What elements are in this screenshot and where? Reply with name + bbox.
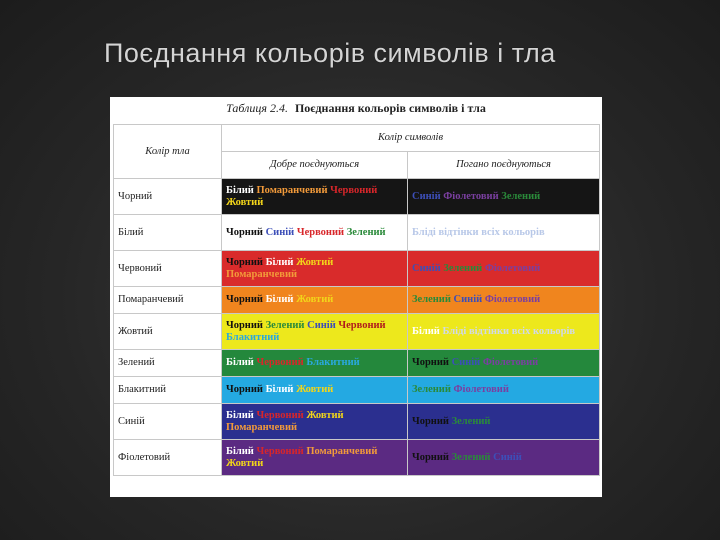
color-word: Чорний [226, 319, 266, 331]
color-word: Жовтий [296, 256, 334, 268]
caption-number: Таблиця 2.4. [226, 101, 288, 115]
table-row [114, 314, 600, 350]
color-word: Чорний [226, 226, 266, 238]
color-word: Помаранчевий [306, 445, 378, 457]
color-word: Білий [265, 294, 297, 305]
good-combination-cell [222, 287, 408, 314]
color-word: Червоний [256, 445, 307, 457]
background-color-name: Білий [114, 215, 222, 251]
color-word: Синій [412, 262, 444, 274]
background-color-name: Чорний [114, 179, 222, 215]
background-color-name: Червоний [114, 251, 222, 287]
color-word: Зелений [501, 190, 541, 202]
color-word: Помаранчевий [226, 421, 298, 433]
color-word: Червоний [256, 409, 307, 421]
color-word: Зелений [265, 319, 308, 331]
table-row [114, 179, 600, 215]
color-word: Зелений [346, 226, 386, 238]
bad-combination-cell [408, 251, 600, 287]
color-word: Білий [226, 184, 257, 196]
table-row [114, 350, 600, 377]
table-row [114, 251, 600, 287]
table-caption [110, 101, 602, 116]
color-word: Червоний [296, 226, 347, 238]
color-word: Жовтий [296, 294, 334, 305]
background-color-name: Помаранчевий [114, 287, 222, 314]
background-color-name: Блакитний [114, 377, 222, 404]
good-combination-cell [222, 251, 408, 287]
header-background-color: Колір тла [114, 125, 222, 179]
color-word: Білий [412, 325, 443, 337]
color-word: Жовтий [226, 196, 264, 208]
slide-title: Поєднання кольорів символів і тла [104, 38, 556, 68]
background-color-name: Синій [114, 404, 222, 440]
color-word: Чорний [412, 357, 452, 368]
table-body [114, 179, 600, 476]
bad-combination-cell [408, 314, 600, 350]
table-row [114, 215, 600, 251]
color-word: Білий [226, 445, 257, 457]
good-combination-cell [222, 440, 408, 476]
color-word: Червоний [338, 319, 386, 331]
bad-combination-cell [408, 350, 600, 377]
color-word: Зелений [451, 415, 491, 427]
color-word: Фіолетовий [443, 190, 502, 202]
color-word: Блакитний [226, 331, 280, 343]
color-word: Фіолетовий [453, 384, 509, 395]
color-word: Бліді відтінки всіх кольорів [442, 325, 576, 337]
good-combination-cell [222, 404, 408, 440]
good-combination-cell [222, 314, 408, 350]
color-word: Фіолетовий [482, 357, 539, 368]
color-word: Синій [451, 357, 483, 368]
color-word: Жовтий [296, 384, 334, 395]
bad-combination-cell [408, 179, 600, 215]
color-word: Фіолетовий [484, 262, 541, 274]
color-word: Жовтий [306, 409, 344, 421]
good-combination-cell [222, 377, 408, 404]
color-word: Синій [412, 190, 444, 202]
header-bad-combination: Погано поєднуються [408, 152, 600, 179]
color-word: Синій [307, 319, 339, 331]
color-word: Блакитний [306, 357, 360, 368]
color-word: Синій [493, 451, 522, 463]
color-word: Червоний [256, 357, 307, 368]
color-word: Синій [453, 294, 485, 305]
color-word: Чорний [412, 451, 452, 463]
good-combination-cell [222, 179, 408, 215]
good-combination-cell [222, 215, 408, 251]
color-word: Синій [265, 226, 297, 238]
good-combination-cell [222, 350, 408, 377]
bad-combination-cell [408, 287, 600, 314]
header-symbol-color: Колір символів [222, 125, 600, 152]
table-row [114, 440, 600, 476]
table-row [114, 404, 600, 440]
bad-combination-cell [408, 377, 600, 404]
color-word: Бліді відтінки всіх кольорів [412, 226, 545, 238]
color-word: Жовтий [226, 457, 264, 469]
color-word: Червоний [330, 184, 378, 196]
color-word: Чорний [226, 384, 266, 395]
table-document [110, 97, 602, 497]
color-combination-table [113, 124, 600, 476]
table-row [114, 377, 600, 404]
color-word: Фіолетовий [484, 294, 541, 305]
table-row [114, 287, 600, 314]
background-color-name: Зелений [114, 350, 222, 377]
color-word: Білий [265, 384, 297, 395]
bad-combination-cell [408, 215, 600, 251]
color-word: Зелений [412, 384, 454, 395]
color-word: Помаранчевий [226, 268, 298, 280]
color-word: Зелений [443, 262, 485, 274]
color-word: Чорний [226, 294, 266, 305]
color-word: Зелений [451, 451, 494, 463]
color-word: Чорний [412, 415, 452, 427]
bad-combination-cell [408, 440, 600, 476]
bad-combination-cell [408, 404, 600, 440]
color-word: Зелений [412, 294, 454, 305]
color-word: Чорний [226, 256, 266, 268]
background-color-name: Фіолетовий [114, 440, 222, 476]
header-good-combination: Добре поєднуються [222, 152, 408, 179]
color-word: Білий [226, 357, 257, 368]
color-word: Білий [265, 256, 297, 268]
caption-text: Поєднання кольорів символів і тла [294, 101, 486, 115]
color-word: Білий [226, 409, 257, 421]
color-word: Помаранчевий [256, 184, 331, 196]
background-color-name: Жовтий [114, 314, 222, 350]
